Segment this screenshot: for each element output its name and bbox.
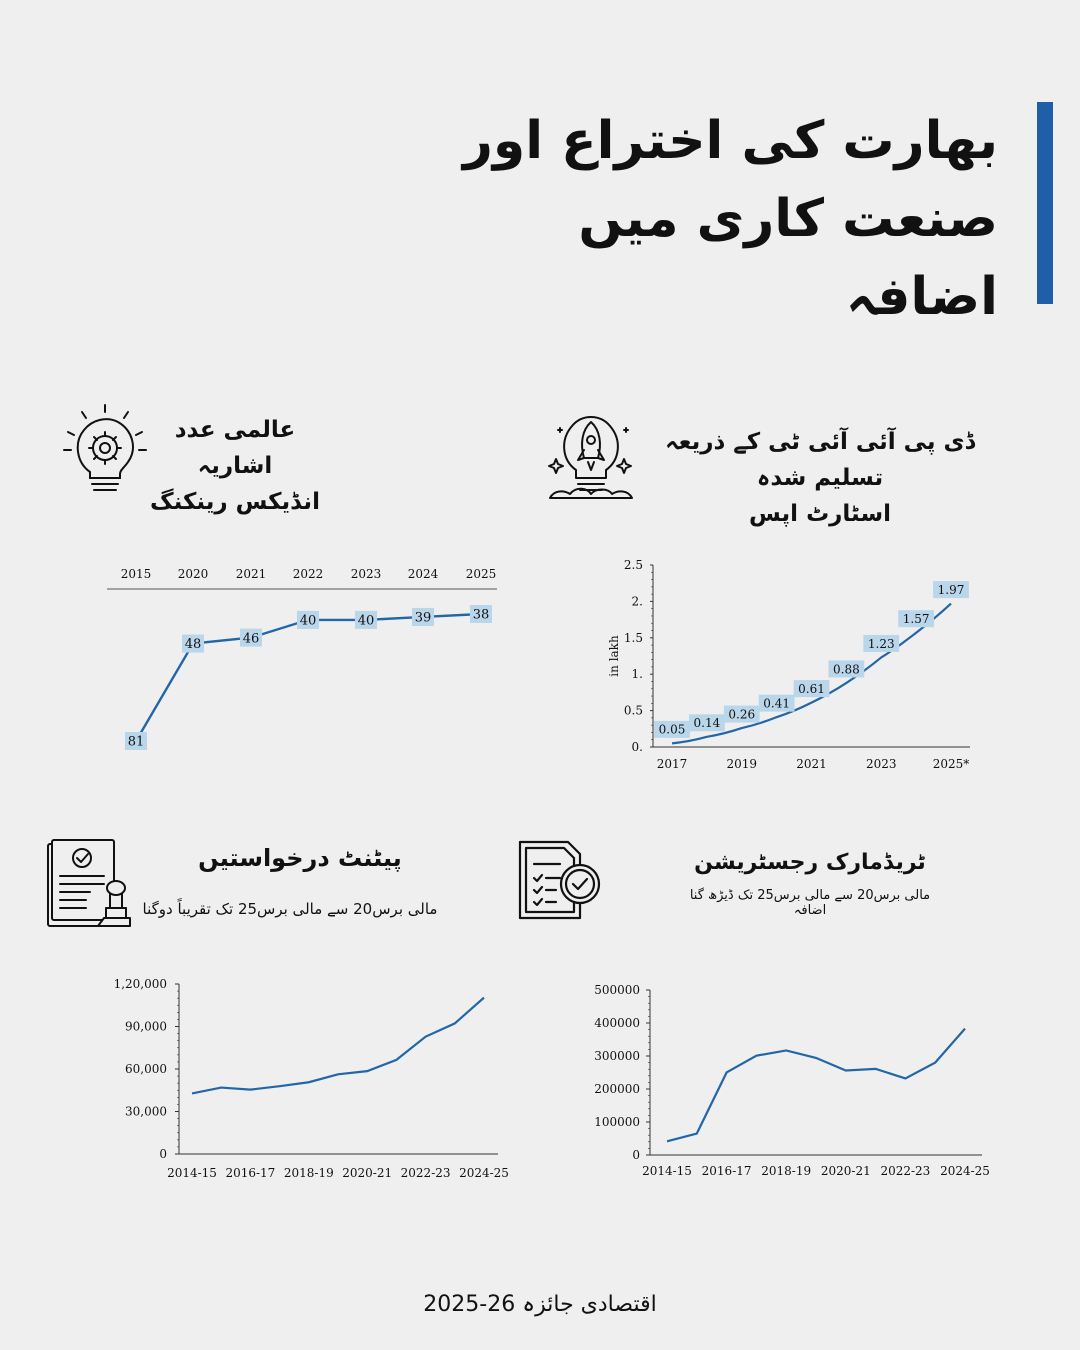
data-label: 0.41 — [763, 696, 790, 711]
startups-title-line2: اسٹارٹ اپس — [749, 501, 891, 527]
y-tick-label: 0 — [632, 1148, 640, 1162]
y-tick-label: 300000 — [594, 1049, 640, 1063]
x-tick-label: 2022 — [292, 567, 324, 581]
x-tick-label: 2020-21 — [820, 1164, 871, 1178]
page-title-line: صنعت کاری میں — [578, 189, 998, 249]
x-tick-label: 2022-23 — [880, 1164, 931, 1178]
y-tick-label: 1. — [631, 667, 643, 682]
y-tick-label: 100000 — [594, 1115, 640, 1129]
gii-title-line2: انڈیکس رینکنگ — [150, 489, 320, 515]
x-tick-label: 2018-19 — [761, 1164, 812, 1178]
data-label: 39 — [414, 610, 432, 626]
gii-ranking-chart — [100, 555, 520, 765]
patent-document-stamp-icon — [46, 838, 132, 930]
x-tick-label: 2022-23 — [400, 1166, 451, 1180]
patent-applications-chart — [100, 970, 530, 1190]
y-tick-label: 30,000 — [125, 1104, 167, 1119]
x-tick-label: 2024-25 — [940, 1164, 990, 1178]
x-tick-label: 2014-15 — [642, 1164, 692, 1178]
data-label: 1.23 — [867, 636, 895, 651]
data-label: 0.61 — [798, 681, 825, 696]
gii-series-line — [136, 614, 481, 741]
data-label: 0.14 — [693, 716, 721, 731]
y-tick-label: 0. — [631, 740, 643, 754]
y-tick-label: 400000 — [594, 1016, 640, 1030]
y-axis-label: in lakh — [607, 635, 621, 677]
x-tick-label: 2014-15 — [167, 1166, 217, 1180]
x-tick-label: 2025 — [465, 567, 497, 581]
startups-title — [650, 424, 990, 532]
x-tick-label: 2016-17 — [701, 1164, 752, 1178]
x-tick-label: 2020 — [177, 567, 209, 581]
trademark-checklist-icon — [516, 838, 604, 922]
data-label: 81 — [127, 734, 145, 750]
data-label: 46 — [242, 631, 260, 647]
trademark-registrations-chart — [590, 975, 1010, 1190]
page-title — [463, 102, 998, 336]
data-label: 0.88 — [833, 662, 860, 677]
gii-title — [150, 412, 320, 520]
x-tick-label: 2021 — [796, 757, 827, 771]
y-tick-label: 1,20,000 — [113, 977, 167, 991]
footer-source: اقتصادی جائزہ 26-2025 — [423, 1292, 657, 1317]
x-tick-label: 2021 — [235, 567, 267, 581]
data-label: 1.57 — [902, 612, 930, 627]
x-tick-label: 2016-17 — [225, 1166, 276, 1180]
page-title-line: اضافہ — [845, 267, 998, 327]
x-tick-label: 2024 — [407, 567, 439, 581]
trademarks-title: ٹریڈمارک رجسٹریشن — [694, 850, 926, 875]
data-label: 40 — [299, 613, 317, 629]
data-label: 48 — [184, 637, 202, 653]
y-tick-label: 500000 — [594, 983, 640, 997]
x-tick-label: 2019 — [726, 757, 758, 771]
y-tick-label: 0.5 — [623, 703, 643, 718]
startups-chart — [600, 555, 1000, 780]
patents-subtitle: مالی برس20 سے مالی برس25 تک تقریباً دوگنا — [142, 900, 438, 918]
startups-title-line1: ڈی پی آئی آئی ٹی کے ذریعہ تسلیم شدہ — [665, 429, 975, 491]
gii-title-line1: عالمی عدد اشاریہ — [174, 417, 296, 479]
page-title-line: بھارت کی اختراع اور — [462, 111, 998, 171]
data-label: 1.97 — [937, 582, 965, 597]
y-tick-label: 200000 — [594, 1082, 640, 1096]
data-label: 40 — [357, 613, 375, 629]
x-tick-label: 2017 — [656, 757, 688, 771]
data-label: 0.26 — [728, 707, 756, 722]
y-tick-label: 2. — [631, 594, 643, 609]
x-tick-label: 2023 — [350, 567, 382, 581]
x-tick-label: 2018-19 — [283, 1166, 334, 1180]
y-tick-label: 1.5 — [623, 630, 643, 645]
x-tick-label: 2023 — [865, 757, 897, 771]
y-tick-label: 60,000 — [125, 1062, 167, 1076]
x-tick-label: 2020-21 — [342, 1166, 393, 1180]
data-label: 0.05 — [658, 722, 686, 737]
data-label: 38 — [472, 607, 490, 623]
rocket-bulb-icon — [544, 406, 638, 502]
title-accent-bar — [1037, 102, 1053, 304]
y-tick-label: 90,000 — [125, 1019, 167, 1034]
patents-title: پیٹنٹ درخواستیں — [198, 844, 402, 872]
lightbulb-gear-icon — [62, 402, 148, 498]
x-tick-label: 2024-25 — [459, 1166, 509, 1180]
trademarks-subtitle: مالی برس20 سے مالی برس25 تک ڈیڑھ گنا اضافہ — [689, 888, 931, 918]
trademarks-series-line — [667, 1029, 965, 1142]
y-tick-label: 0 — [159, 1147, 167, 1161]
patents-series-line — [192, 998, 484, 1094]
x-tick-label: 2015 — [120, 567, 152, 581]
y-tick-label: 2.5 — [623, 558, 643, 572]
x-tick-label: 2025* — [932, 757, 970, 771]
